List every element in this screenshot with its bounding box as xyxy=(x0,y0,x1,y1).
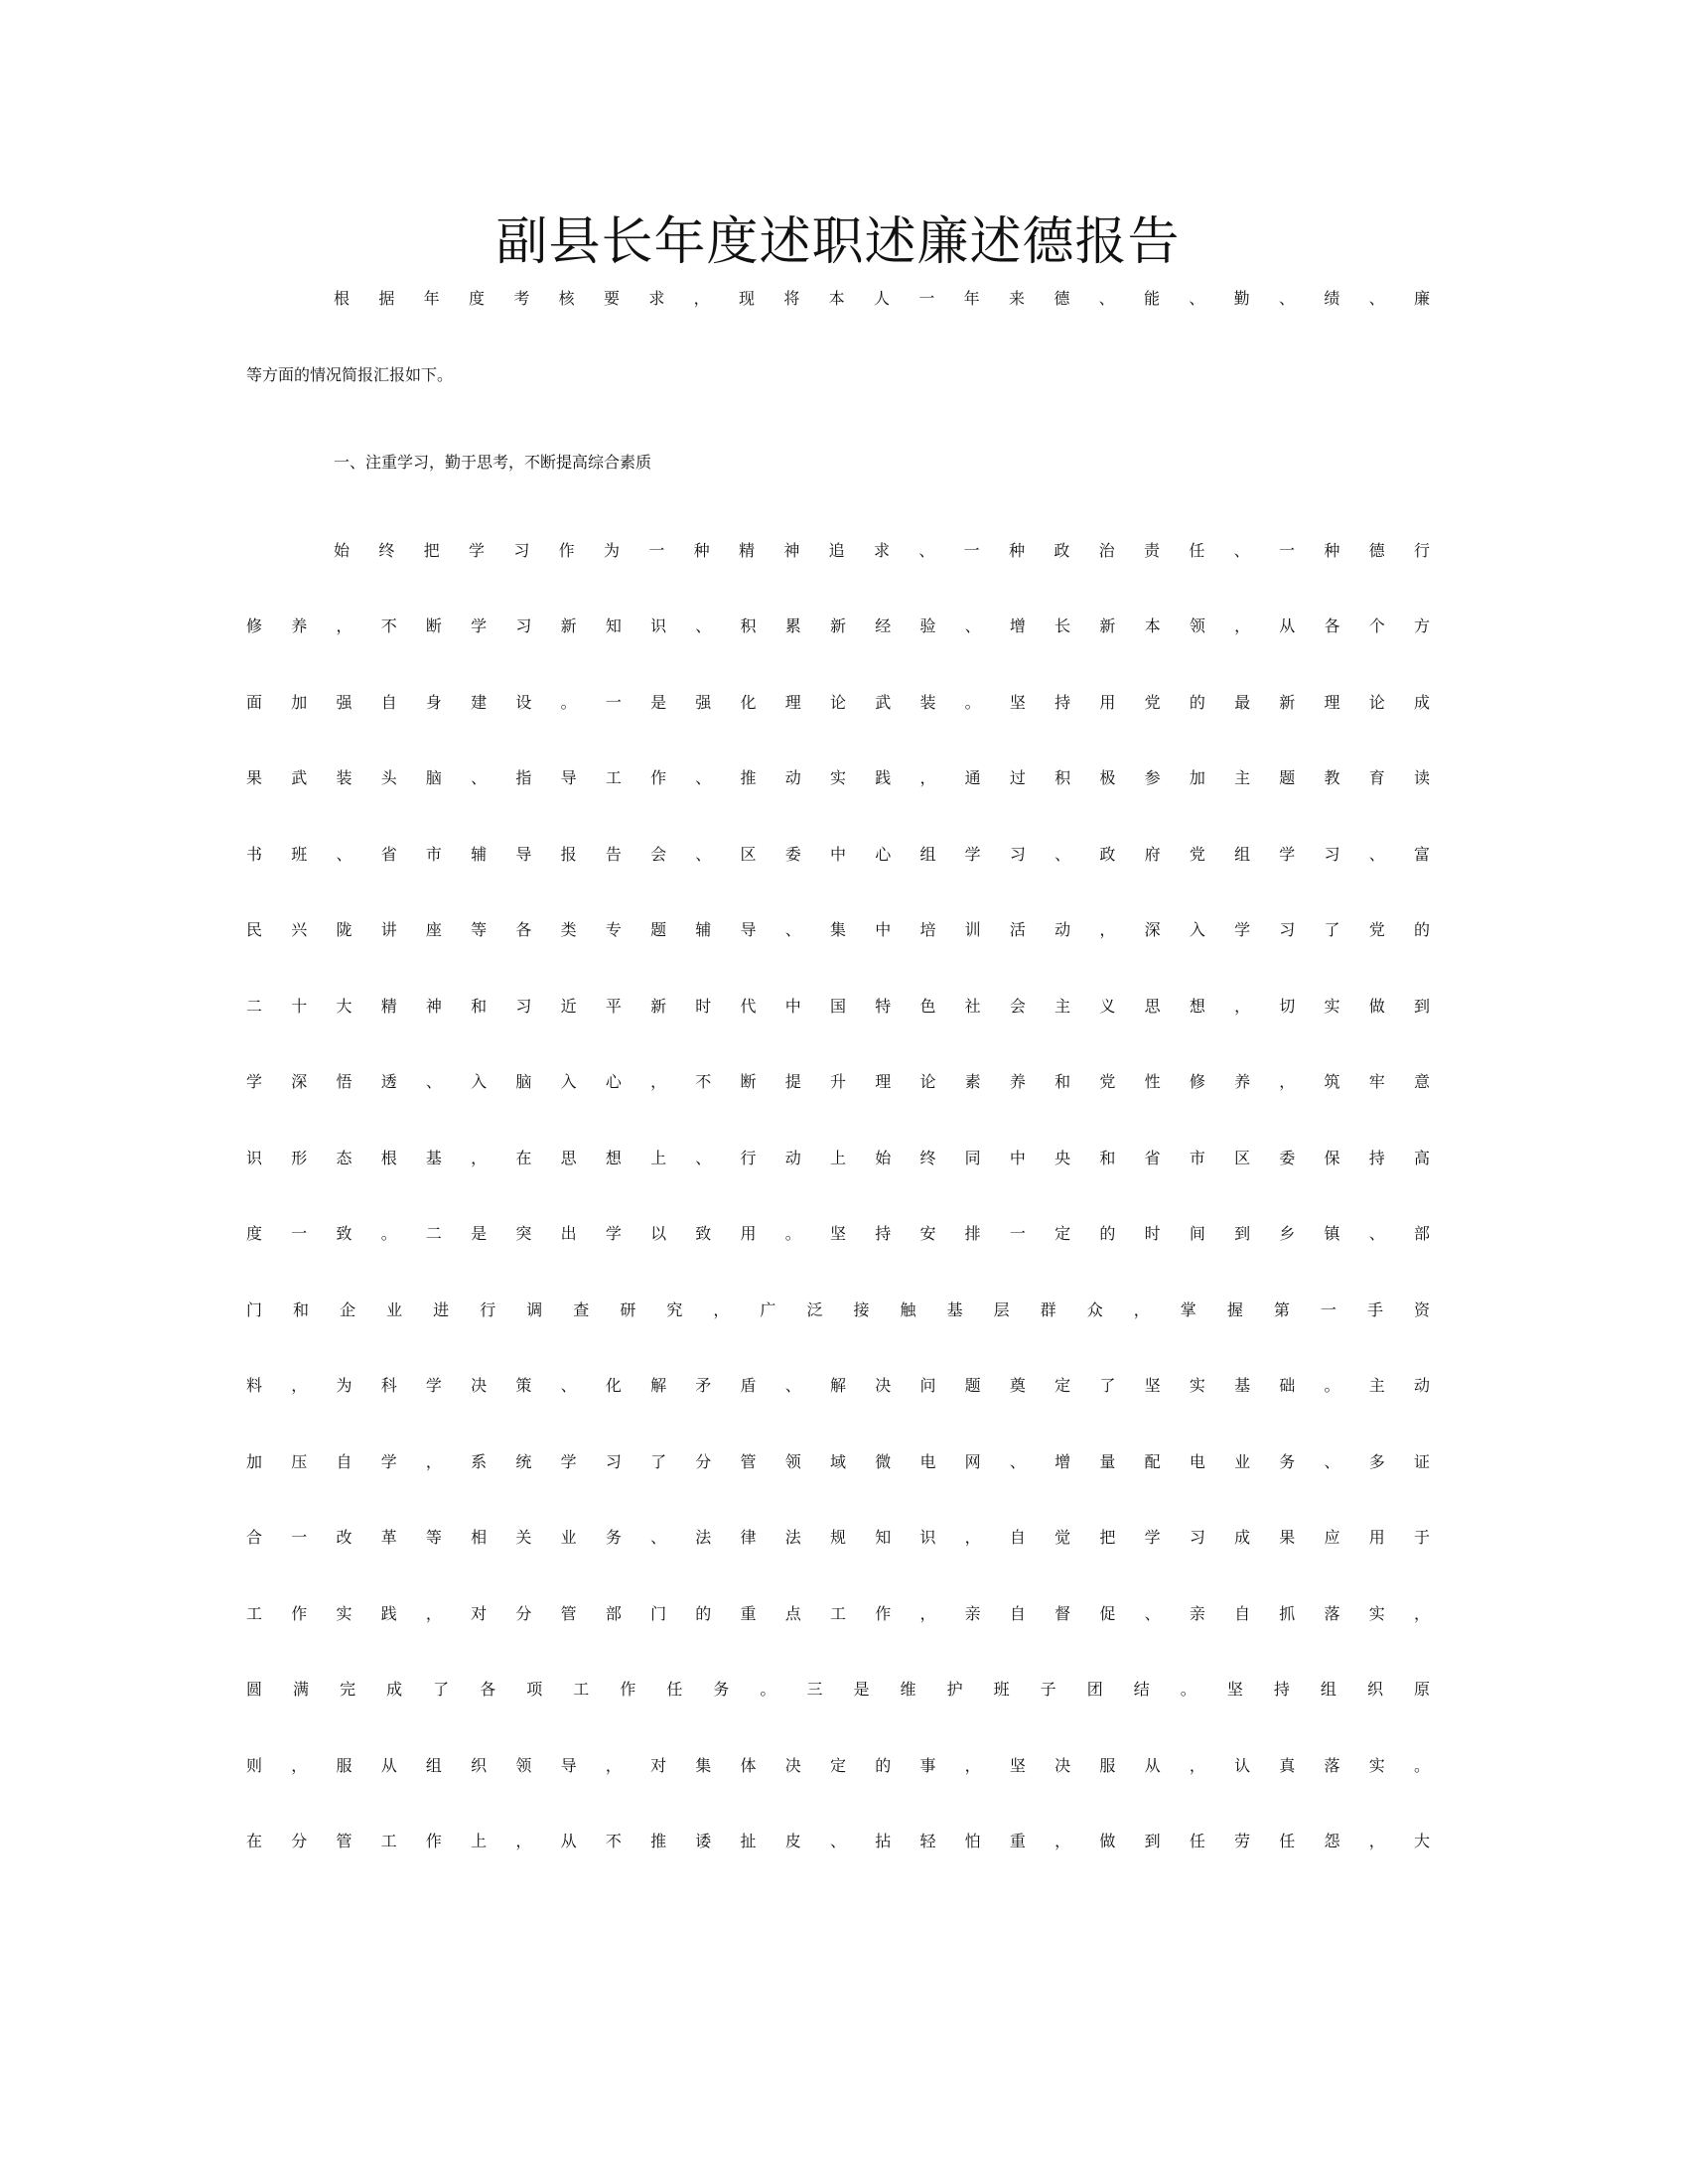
body-line: 面加强自身建设。一是强化理论武装。坚持用党的最新理论成 xyxy=(246,692,1430,712)
body-line: 果武装头脑、指导工作、推动实践，通过积极参加主题教育读 xyxy=(246,768,1430,787)
body-line: 始终把学习作为一种精神追求、一种政治责任、一种德行 xyxy=(334,540,1430,560)
body-line: 度一致。二是突出学以致用。坚持安排一定的时间到乡镇、部 xyxy=(246,1224,1430,1243)
body-line: 修养，不断学习新知识、积累新经验、增长新本领，从各个方 xyxy=(246,616,1430,635)
body-line: 书班、省市辅导报告会、区委中心组学习、政府党组学习、富 xyxy=(246,844,1430,864)
body-line: 学深悟透、入脑入心，不断提升理论素养和党性修养，筑牢意 xyxy=(246,1072,1430,1091)
body-line: 料，为科学决策、化解矛盾、解决问题奠定了坚实基础。主动 xyxy=(246,1376,1430,1395)
body-paragraph xyxy=(246,538,1430,1905)
body-line: 则，服从组织领导，对集体决定的事，坚决服从，认真落实。 xyxy=(246,1755,1430,1775)
section-heading-text: 一、注重学习，勤于思考，不断提高综合素质 xyxy=(334,453,652,472)
body-line: 二十大精神和习近平新时代中国特色社会主义思想，切实做到 xyxy=(246,996,1430,1016)
body-line: 圆满完成了各项工作任务。三是维护班子团结。坚持组织原 xyxy=(246,1680,1430,1699)
body-line: 加压自学，系统学习了分管领域微电网、增量配电业务、多证 xyxy=(246,1451,1430,1471)
body-line: 合一改革等相关业务、法律法规知识，自觉把学习成果应用于 xyxy=(246,1528,1430,1547)
body-line: 门和企业进行调查研究，广泛接触基层群众，掌握第一手资 xyxy=(246,1299,1430,1319)
body-line: 民兴陇讲座等各类专题辅导、集中培训活动，深入学习了党的 xyxy=(246,920,1430,939)
body-line: 识形态根基，在思想上、行动上始终同中央和省市区委保持高 xyxy=(246,1148,1430,1167)
body-line: 工作实践，对分管部门的重点工作，亲自督促、亲自抓落实， xyxy=(246,1603,1430,1623)
section-heading xyxy=(246,450,1430,526)
intro-paragraph xyxy=(246,286,1430,438)
document-title: 副县长年度述职述廉述德报告 xyxy=(495,212,1181,272)
document-page xyxy=(246,199,1430,1905)
intro-line: 根据年度考核要求，现将本人一年来德、能、勤、绩、廉 xyxy=(334,289,1430,308)
body-line: 在分管工作上，从不推诿扯皮、拈轻怕重，做到任劳任怨，大 xyxy=(246,1832,1430,1850)
intro-line: 等方面的情况简报汇报如下。 xyxy=(246,364,454,384)
